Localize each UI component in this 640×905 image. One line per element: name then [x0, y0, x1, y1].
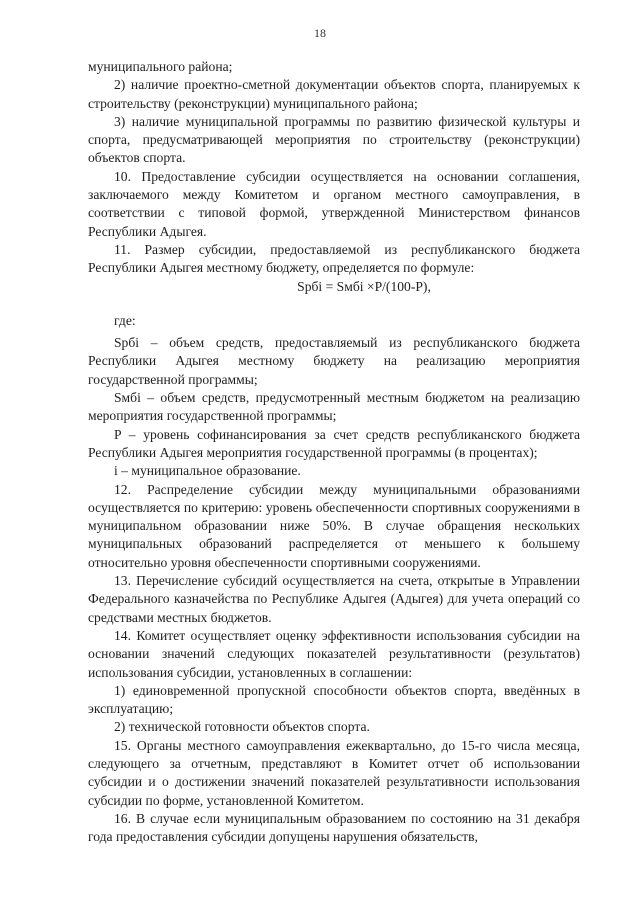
- document-body: [88, 58, 580, 846]
- paragraph-15: 15. Органы местного самоуправления ежеквартально, до 15-го числа месяца, следующего за отчетным, представляют в Комитет отчет об использовании субсидии и о достижении значений показателей результативности использования субсидии по форме, установленной Комитетом.: [88, 737, 580, 808]
- page-number: 18: [314, 26, 326, 40]
- paragraph-14-item-1: 1) единовременной пропускной способности объектов спорта, введённых в эксплуатацию;: [88, 682, 580, 717]
- paragraph-16: 16. В случае если муниципальным образованием по состоянию на 31 декабря года предоставления субсидии допущены нарушения обязательств,: [88, 810, 580, 845]
- where-label: где:: [114, 312, 136, 328]
- paragraph-14-item-2: 2) технической готовности объектов спорта.: [114, 719, 370, 735]
- paragraph-continuation: муниципального района;: [88, 59, 233, 74]
- paragraph-12: 12. Распределение субсидии между муниципальными образованиями осуществляется по критерию: уровень обеспеченности спортивных сооружениями в муниципальном образовании ниже 50%. В случае обращения нескольких муниципальных образований распределяется от меньшего к большему относительно уровня обеспеченности спортивными сооружениями.: [88, 481, 580, 570]
- paragraph-14: 14. Комитет осуществляет оценку эффективности использования субсидии на основании значений следующих показателей результативности (результатов) использования субсидии, установленных в соглашении:: [88, 627, 580, 680]
- paragraph-item-2: 2) наличие проектно-сметной документации объектов спорта, планируемых к строительству (реконструкции) муниципального района;: [88, 77, 580, 111]
- paragraph-item-3: 3) наличие муниципальной программы по развитию физической культуры и спорта, предусматривающей мероприятия по строительству (реконструкции) объектов спорта.: [88, 113, 580, 166]
- definition-smbi: Sмбi – объем средств, предусмотренный местным бюджетом на реализацию мероприятия государственной программы;: [88, 390, 580, 424]
- paragraph-10: 10. Предоставление субсидии осуществляется на основании соглашения, заключаемого между Комитетом и органом местного самоуправления, в соответствии с типовой формой, утвержденной Министерством финансов Республики Адыгея.: [88, 168, 580, 239]
- paragraph-11: 11. Размер субсидии, предоставляемой из республиканского бюджета Республики Адыгея местному бюджету, определяется по формуле:: [88, 241, 580, 276]
- paragraph-13: 13. Перечисление субсидий осуществляется на счета, открытые в Управлении Федерального казначейства по Республике Адыгея (Адыгея) для учета операций со средствами местных бюджетов.: [88, 573, 580, 625]
- definition-i: i – муниципальное образование.: [114, 463, 301, 479]
- definition-p: P – уровень софинансирования за счет средств республиканского бюджета Республики Адыгея мероприятия государственной программы (в процентах);: [88, 426, 580, 460]
- formula: Spбi = Sмбi ×P/(100-P),: [297, 278, 431, 294]
- definition-spbi: Spбi – объем средств, предоставляемый из республиканского бюджета Республики Адыгея местному бюджету на реализацию мероприятия государственной программы;: [88, 335, 580, 387]
